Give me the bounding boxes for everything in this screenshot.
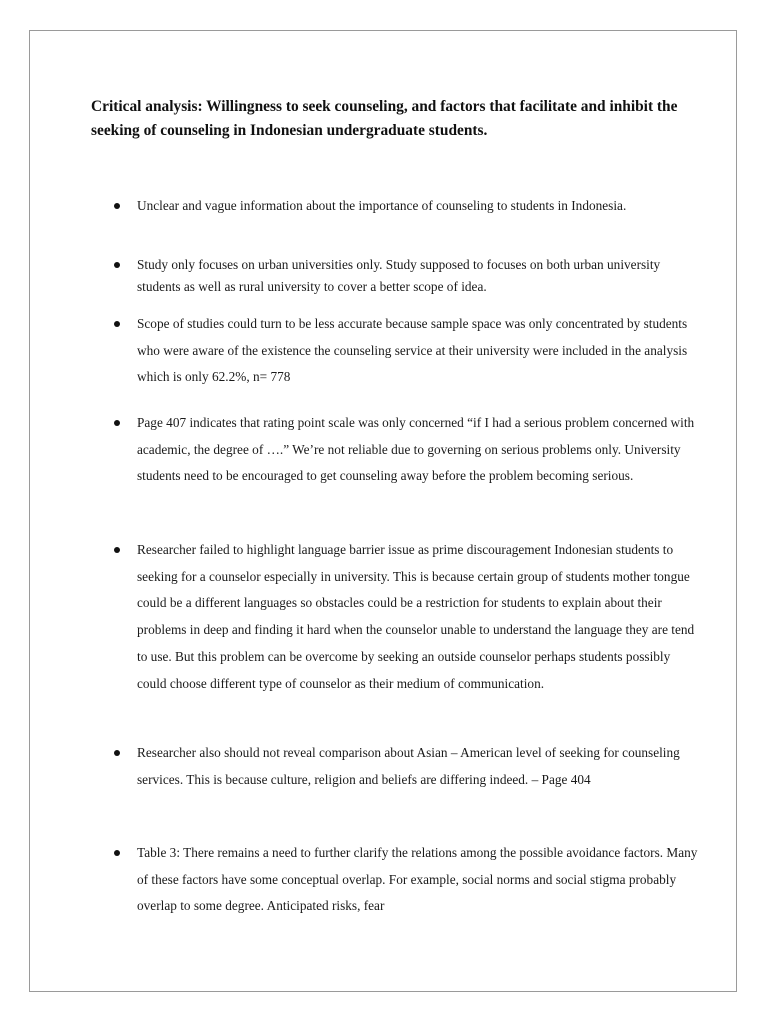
bullet-dot-icon: [114, 203, 120, 209]
document-page: [29, 30, 737, 992]
bullet-text: Study only focuses on urban universities only. Study supposed to focuses on both urban university students as well as rural university to cover a better scope of idea.: [137, 257, 661, 294]
bullet-dot-icon: [114, 750, 120, 756]
bullet-dot-icon: [114, 850, 120, 856]
bullet-dot-icon: [114, 321, 120, 327]
bullet-text: Scope of studies could turn to be less accurate because sample space was only concentrated by students who were aware of the existence the counseling service at their university were included in the analysis which is only 62.2%, n= 778: [137, 316, 688, 385]
bullet-item: [137, 740, 702, 793]
bullet-dot-icon: [114, 420, 120, 426]
bullet-item: [137, 254, 702, 298]
bullet-text: Unclear and vague information about the importance of counseling to students in Indonesia.: [137, 198, 627, 213]
bullet-dot-icon: [114, 262, 120, 268]
bullet-item: [137, 410, 702, 490]
bullet-item: [137, 311, 702, 391]
bullet-item: [137, 537, 702, 697]
bullet-item: [137, 195, 702, 217]
bullet-text: Table 3: There remains a need to further clarify the relations among the possible avoidance factors. Many of these factors have some conceptual overlap. For example, social norms and social stigma probably overlap to some degree. Anticipated risks, fear: [137, 845, 698, 914]
document-title: Critical analysis: Willingness to seek counseling, and factors that facilitate and inhibit the seeking of counseling in Indonesian undergraduate students.: [91, 98, 678, 139]
bullet-item: [137, 840, 702, 920]
bullet-text: Page 407 indicates that rating point scale was only concerned “if I had a serious problem concerned with academic, the degree of ….” We’re not reliable due to governing on serious problems only. University students need to be encouraged to get counseling away before the problem becoming serious.: [137, 415, 695, 484]
bullet-text: Researcher failed to highlight language barrier issue as prime discouragement Indonesian students to seeking for a counselor especially in university. This is because certain group of students mother tongue could be a different languages so obstacles could be a restriction for students to explain about their problems in deep and finding it hard when the counselor unable to understand the language they are tend to use. But this problem can be overcome by seeking an outside counselor perhaps students possibly could choose different type of counselor as their medium of communication.: [137, 542, 695, 691]
bullet-text: Researcher also should not reveal comparison about Asian – American level of seeking for counseling services. This is because culture, religion and beliefs are differing indeed. – Page 404: [137, 745, 680, 787]
bullet-dot-icon: [114, 547, 120, 553]
